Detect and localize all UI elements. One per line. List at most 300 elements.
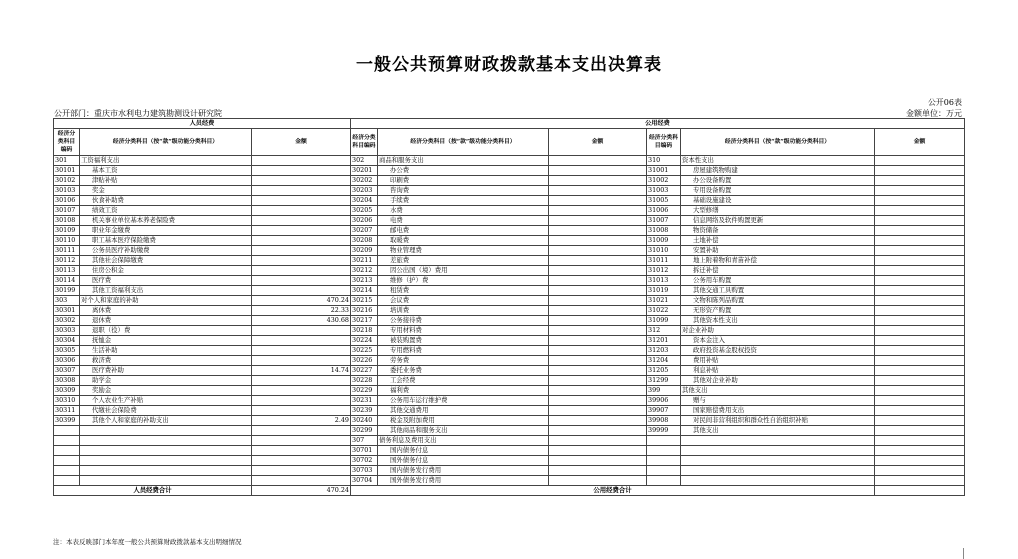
name-cell: 代缴社会保险费 <box>80 406 252 416</box>
amount-cell <box>252 356 351 366</box>
code-cell: 30305 <box>54 346 80 356</box>
amount-cell <box>252 176 351 186</box>
name-cell: 其他支出 <box>681 386 875 396</box>
amount-cell <box>252 156 351 166</box>
amount-cell <box>252 476 351 486</box>
amount-cell <box>875 376 965 386</box>
code-cell: 30215 <box>351 296 378 306</box>
name-cell: 医疗费 <box>80 276 252 286</box>
form-number: 公开06表 <box>927 98 962 107</box>
code-cell: 30240 <box>351 416 378 426</box>
name-cell: 邮电费 <box>378 226 549 236</box>
code-cell: 31022 <box>647 306 681 316</box>
name-cell: 土地补偿 <box>681 236 875 246</box>
code-cell: 30111 <box>54 246 80 256</box>
name-cell: 拆迁补偿 <box>681 266 875 276</box>
code-cell: 39907 <box>647 406 681 416</box>
name-cell: 税金及附加费用 <box>378 416 549 426</box>
code-cell: 30109 <box>54 226 80 236</box>
code-cell: 30311 <box>54 406 80 416</box>
col-header-name: 经济分类科目（按“款”级功能分类科目） <box>681 129 875 156</box>
col-header-name: 经济分类科目（按“款”级功能分类科目） <box>80 129 252 156</box>
code-cell: 30304 <box>54 336 80 346</box>
amount-cell: 470.24 <box>252 296 351 306</box>
code-cell: 30227 <box>351 366 378 376</box>
amount-cell <box>875 176 965 186</box>
code-cell: 30216 <box>351 306 378 316</box>
code-cell: 30218 <box>351 326 378 336</box>
amount-cell <box>252 326 351 336</box>
amount-cell <box>549 216 647 226</box>
name-cell <box>681 436 875 446</box>
name-cell: 奖励金 <box>80 386 252 396</box>
amount-cell <box>875 196 965 206</box>
name-cell: 利息补贴 <box>681 366 875 376</box>
amount-cell <box>875 306 965 316</box>
personnel-total-label: 人员经费合计 <box>54 486 252 496</box>
name-cell: 绩效工资 <box>80 206 252 216</box>
name-cell: 专用设备购置 <box>681 186 875 196</box>
code-cell: 31201 <box>647 336 681 346</box>
code-cell: 30228 <box>351 376 378 386</box>
totals-row <box>54 486 965 496</box>
table-row <box>54 376 965 386</box>
amount-cell <box>875 206 965 216</box>
name-cell: 水费 <box>378 206 549 216</box>
table-row <box>54 216 965 226</box>
code-cell: 30113 <box>54 266 80 276</box>
col-header-amount: 金额 <box>252 129 351 156</box>
table-row <box>54 276 965 286</box>
amount-cell <box>252 436 351 446</box>
amount-cell <box>875 366 965 376</box>
amount-unit-label: 金额单位：万元 <box>906 109 962 118</box>
group-header-row <box>54 119 965 129</box>
amount-cell: 22.33 <box>252 306 351 316</box>
name-cell: 印刷费 <box>378 176 549 186</box>
code-cell: 30212 <box>351 266 378 276</box>
amount-cell <box>549 276 647 286</box>
name-cell: 劳务费 <box>378 356 549 366</box>
code-cell <box>54 446 80 456</box>
name-cell: 办公费 <box>378 166 549 176</box>
name-cell: 工会经费 <box>378 376 549 386</box>
code-cell <box>647 466 681 476</box>
table-row <box>54 236 965 246</box>
amount-cell <box>875 286 965 296</box>
department-label: 公开部门：重庆市水利电力建筑勘测设计研究院 <box>54 109 222 118</box>
table-row <box>54 156 965 166</box>
amount-cell <box>252 266 351 276</box>
name-cell: 安置补助 <box>681 246 875 256</box>
table-row <box>54 316 965 326</box>
name-cell: 维修（护）费 <box>378 276 549 286</box>
name-cell: 对企业补助 <box>681 326 875 336</box>
amount-cell <box>252 376 351 386</box>
code-cell <box>647 476 681 486</box>
name-cell: 奖金 <box>80 186 252 196</box>
name-cell: 对个人和家庭的补助 <box>80 296 252 306</box>
code-cell: 30303 <box>54 326 80 336</box>
amount-cell <box>252 186 351 196</box>
name-cell: 债务利息及费用支出 <box>378 436 549 446</box>
amount-cell <box>549 236 647 246</box>
name-cell: 信息网络及软件购置更新 <box>681 216 875 226</box>
table-row <box>54 166 965 176</box>
name-cell: 其他工资福利支出 <box>80 286 252 296</box>
code-cell: 30112 <box>54 256 80 266</box>
amount-cell <box>549 366 647 376</box>
name-cell <box>681 466 875 476</box>
expenditure-table <box>53 118 965 496</box>
amount-cell <box>549 306 647 316</box>
amount-cell <box>252 206 351 216</box>
code-cell: 30201 <box>351 166 378 176</box>
amount-cell <box>549 406 647 416</box>
name-cell: 物资储备 <box>681 226 875 236</box>
name-cell: 大型修缮 <box>681 206 875 216</box>
name-cell: 资本金注入 <box>681 336 875 346</box>
code-cell: 30199 <box>54 286 80 296</box>
amount-cell <box>252 226 351 236</box>
amount-cell <box>549 186 647 196</box>
code-cell: 39999 <box>647 426 681 436</box>
amount-cell <box>875 336 965 346</box>
name-cell: 专用材料费 <box>378 326 549 336</box>
code-cell: 31003 <box>647 186 681 196</box>
name-cell: 其他交通费用 <box>378 406 549 416</box>
amount-cell <box>252 236 351 246</box>
code-cell: 30306 <box>54 356 80 366</box>
name-cell: 其他交通工具购置 <box>681 286 875 296</box>
name-cell: 被装购置费 <box>378 336 549 346</box>
name-cell: 津贴补贴 <box>80 176 252 186</box>
amount-cell <box>549 476 647 486</box>
table-row <box>54 206 965 216</box>
col-header-code: 经济分类科目编码 <box>351 129 378 156</box>
name-cell <box>80 456 252 466</box>
amount-cell <box>875 476 965 486</box>
name-cell <box>681 456 875 466</box>
code-cell: 30229 <box>351 386 378 396</box>
name-cell: 退职（役）费 <box>80 326 252 336</box>
personnel-group-header: 人员经费 <box>54 119 351 129</box>
name-cell: 办公设备购置 <box>681 176 875 186</box>
table-row <box>54 196 965 206</box>
name-cell: 咨询费 <box>378 186 549 196</box>
amount-cell <box>549 326 647 336</box>
code-cell: 31007 <box>647 216 681 226</box>
code-cell: 307 <box>351 436 378 446</box>
name-cell: 无形资产购置 <box>681 306 875 316</box>
page-edge-divider <box>963 548 964 559</box>
code-cell: 31006 <box>647 206 681 216</box>
code-cell <box>647 446 681 456</box>
name-cell: 福利费 <box>378 386 549 396</box>
page-title: 一般公共预算财政拨款基本支出决算表 <box>356 55 662 75</box>
name-cell: 公务用车运行维护费 <box>378 396 549 406</box>
code-cell: 31021 <box>647 296 681 306</box>
amount-cell <box>549 266 647 276</box>
name-cell: 国内债务付息 <box>378 446 549 456</box>
name-cell: 取暖费 <box>378 236 549 246</box>
code-cell <box>647 456 681 466</box>
name-cell: 国外债务付息 <box>378 456 549 466</box>
amount-cell <box>549 256 647 266</box>
table-row <box>54 406 965 416</box>
code-cell: 30301 <box>54 306 80 316</box>
code-cell: 30103 <box>54 186 80 196</box>
name-cell: 住房公积金 <box>80 266 252 276</box>
footnote: 注：本表反映部门本年度一般公共预算财政拨款基本支出明细情况 <box>53 538 242 546</box>
amount-cell <box>549 426 647 436</box>
public-group-header: 公用经费 <box>351 119 965 129</box>
code-cell: 30226 <box>351 356 378 366</box>
amount-cell <box>252 386 351 396</box>
code-cell: 302 <box>351 156 378 166</box>
name-cell: 职业年金缴费 <box>80 226 252 236</box>
amount-cell <box>549 156 647 166</box>
amount-cell: 14.74 <box>252 366 351 376</box>
amount-cell <box>549 176 647 186</box>
amount-cell <box>875 426 965 436</box>
amount-cell <box>252 426 351 436</box>
col-header-code: 经济分类科目编码 <box>54 129 80 156</box>
amount-cell <box>549 346 647 356</box>
name-cell: 职工基本医疗保险缴费 <box>80 236 252 246</box>
code-cell: 30213 <box>351 276 378 286</box>
code-cell: 30211 <box>351 256 378 266</box>
code-cell <box>54 456 80 466</box>
amount-cell <box>549 396 647 406</box>
code-cell: 30308 <box>54 376 80 386</box>
amount-cell <box>549 296 647 306</box>
table-row <box>54 346 965 356</box>
code-cell: 30114 <box>54 276 80 286</box>
amount-cell <box>549 456 647 466</box>
amount-cell <box>252 256 351 266</box>
personnel-total-amount: 470.24 <box>252 486 351 496</box>
amount-cell <box>549 436 647 446</box>
code-cell: 30110 <box>54 236 80 246</box>
amount-cell <box>252 466 351 476</box>
name-cell: 费用补贴 <box>681 356 875 366</box>
name-cell <box>681 446 875 456</box>
table-row <box>54 326 965 336</box>
name-cell: 资本性支出 <box>681 156 875 166</box>
name-cell: 因公出国（境）费用 <box>378 266 549 276</box>
code-cell: 30205 <box>351 206 378 216</box>
name-cell: 赠与 <box>681 396 875 406</box>
amount-cell <box>875 446 965 456</box>
amount-cell <box>549 316 647 326</box>
amount-cell <box>875 416 965 426</box>
amount-cell <box>875 276 965 286</box>
code-cell: 30108 <box>54 216 80 226</box>
public-total-amount <box>875 486 965 496</box>
code-cell: 31099 <box>647 316 681 326</box>
code-cell: 30299 <box>351 426 378 436</box>
name-cell: 国家赔偿费用支出 <box>681 406 875 416</box>
amount-cell <box>875 166 965 176</box>
name-cell: 文物和陈列品购置 <box>681 296 875 306</box>
name-cell: 国内债务发行费用 <box>378 466 549 476</box>
code-cell: 399 <box>647 386 681 396</box>
amount-cell: 430.68 <box>252 316 351 326</box>
amount-cell <box>875 396 965 406</box>
amount-cell <box>549 386 647 396</box>
amount-cell <box>549 226 647 236</box>
code-cell: 31009 <box>647 236 681 246</box>
code-cell: 301 <box>54 156 80 166</box>
code-cell <box>54 476 80 486</box>
code-cell: 30702 <box>351 456 378 466</box>
code-cell: 31204 <box>647 356 681 366</box>
amount-cell <box>549 196 647 206</box>
code-cell: 30203 <box>351 186 378 196</box>
table-row <box>54 306 965 316</box>
table-row <box>54 296 965 306</box>
amount-cell <box>549 376 647 386</box>
amount-cell <box>875 156 965 166</box>
table-row <box>54 246 965 256</box>
amount-cell <box>252 166 351 176</box>
name-cell: 委托业务费 <box>378 366 549 376</box>
code-cell: 30204 <box>351 196 378 206</box>
code-cell: 31005 <box>647 196 681 206</box>
name-cell: 租赁费 <box>378 286 549 296</box>
code-cell: 303 <box>54 296 80 306</box>
amount-cell <box>252 456 351 466</box>
code-cell: 30704 <box>351 476 378 486</box>
name-cell: 退休费 <box>80 316 252 326</box>
public-total-label: 公用经费合计 <box>351 486 875 496</box>
name-cell: 政府投资基金股权投资 <box>681 346 875 356</box>
code-cell: 31203 <box>647 346 681 356</box>
code-cell: 30701 <box>351 446 378 456</box>
amount-cell <box>875 326 965 336</box>
name-cell: 基本工资 <box>80 166 252 176</box>
name-cell: 公务接待费 <box>378 316 549 326</box>
name-cell: 其他商品和服务支出 <box>378 426 549 436</box>
name-cell <box>80 426 252 436</box>
amount-cell <box>875 346 965 356</box>
amount-cell: 2.49 <box>252 416 351 426</box>
code-cell <box>54 466 80 476</box>
amount-cell <box>875 296 965 306</box>
amount-cell <box>549 286 647 296</box>
code-cell: 31010 <box>647 246 681 256</box>
code-cell: 30206 <box>351 216 378 226</box>
name-cell: 国外债务发行费用 <box>378 476 549 486</box>
table-row <box>54 256 965 266</box>
amount-cell <box>549 356 647 366</box>
name-cell <box>681 476 875 486</box>
code-cell: 30209 <box>351 246 378 256</box>
amount-cell <box>875 406 965 416</box>
table-row <box>54 366 965 376</box>
amount-cell <box>252 216 351 226</box>
amount-cell <box>875 266 965 276</box>
table-row <box>54 386 965 396</box>
name-cell: 生活补助 <box>80 346 252 356</box>
name-cell: 伙食补助费 <box>80 196 252 206</box>
code-cell: 31205 <box>647 366 681 376</box>
code-cell: 30202 <box>351 176 378 186</box>
table-row <box>54 356 965 366</box>
table-row <box>54 456 965 466</box>
name-cell: 其他个人和家庭的补助支出 <box>80 416 252 426</box>
name-cell: 专用燃料费 <box>378 346 549 356</box>
name-cell <box>80 436 252 446</box>
amount-cell <box>549 416 647 426</box>
amount-cell <box>549 466 647 476</box>
name-cell: 电费 <box>378 216 549 226</box>
amount-cell <box>549 166 647 176</box>
name-cell <box>80 446 252 456</box>
amount-cell <box>875 456 965 466</box>
amount-cell <box>549 206 647 216</box>
code-cell: 310 <box>647 156 681 166</box>
col-header-amount: 金额 <box>549 129 647 156</box>
name-cell: 公务员医疗补助缴费 <box>80 246 252 256</box>
col-header-code: 经济分类科目编码 <box>647 129 681 156</box>
code-cell: 31019 <box>647 286 681 296</box>
amount-cell <box>252 406 351 416</box>
code-cell: 30207 <box>351 226 378 236</box>
name-cell: 抚恤金 <box>80 336 252 346</box>
code-cell: 39906 <box>647 396 681 406</box>
code-cell: 30224 <box>351 336 378 346</box>
table-row <box>54 186 965 196</box>
table-row <box>54 266 965 276</box>
code-cell: 31013 <box>647 276 681 286</box>
code-cell: 30208 <box>351 236 378 246</box>
code-cell: 31001 <box>647 166 681 176</box>
amount-cell <box>875 386 965 396</box>
amount-cell <box>875 356 965 366</box>
table-row <box>54 176 965 186</box>
amount-cell <box>252 286 351 296</box>
name-cell: 物业管理费 <box>378 246 549 256</box>
table-row <box>54 426 965 436</box>
amount-cell <box>875 236 965 246</box>
amount-cell <box>252 346 351 356</box>
code-cell: 30703 <box>351 466 378 476</box>
code-cell: 30231 <box>351 396 378 406</box>
code-cell: 30309 <box>54 386 80 396</box>
amount-cell <box>875 186 965 196</box>
amount-cell <box>549 336 647 346</box>
name-cell: 机关事业单位基本养老保险费 <box>80 216 252 226</box>
code-cell: 30214 <box>351 286 378 296</box>
name-cell: 其他资本性支出 <box>681 316 875 326</box>
code-cell: 31011 <box>647 256 681 266</box>
code-cell: 30239 <box>351 406 378 416</box>
amount-cell <box>252 396 351 406</box>
name-cell: 公务用车购置 <box>681 276 875 286</box>
code-cell: 30399 <box>54 416 80 426</box>
table-row <box>54 286 965 296</box>
name-cell: 助学金 <box>80 376 252 386</box>
amount-cell <box>875 226 965 236</box>
amount-cell <box>875 436 965 446</box>
name-cell: 救济费 <box>80 356 252 366</box>
table-row <box>54 416 965 426</box>
name-cell: 个人农业生产补贴 <box>80 396 252 406</box>
amount-cell <box>875 256 965 266</box>
name-cell: 其他社会保障缴费 <box>80 256 252 266</box>
